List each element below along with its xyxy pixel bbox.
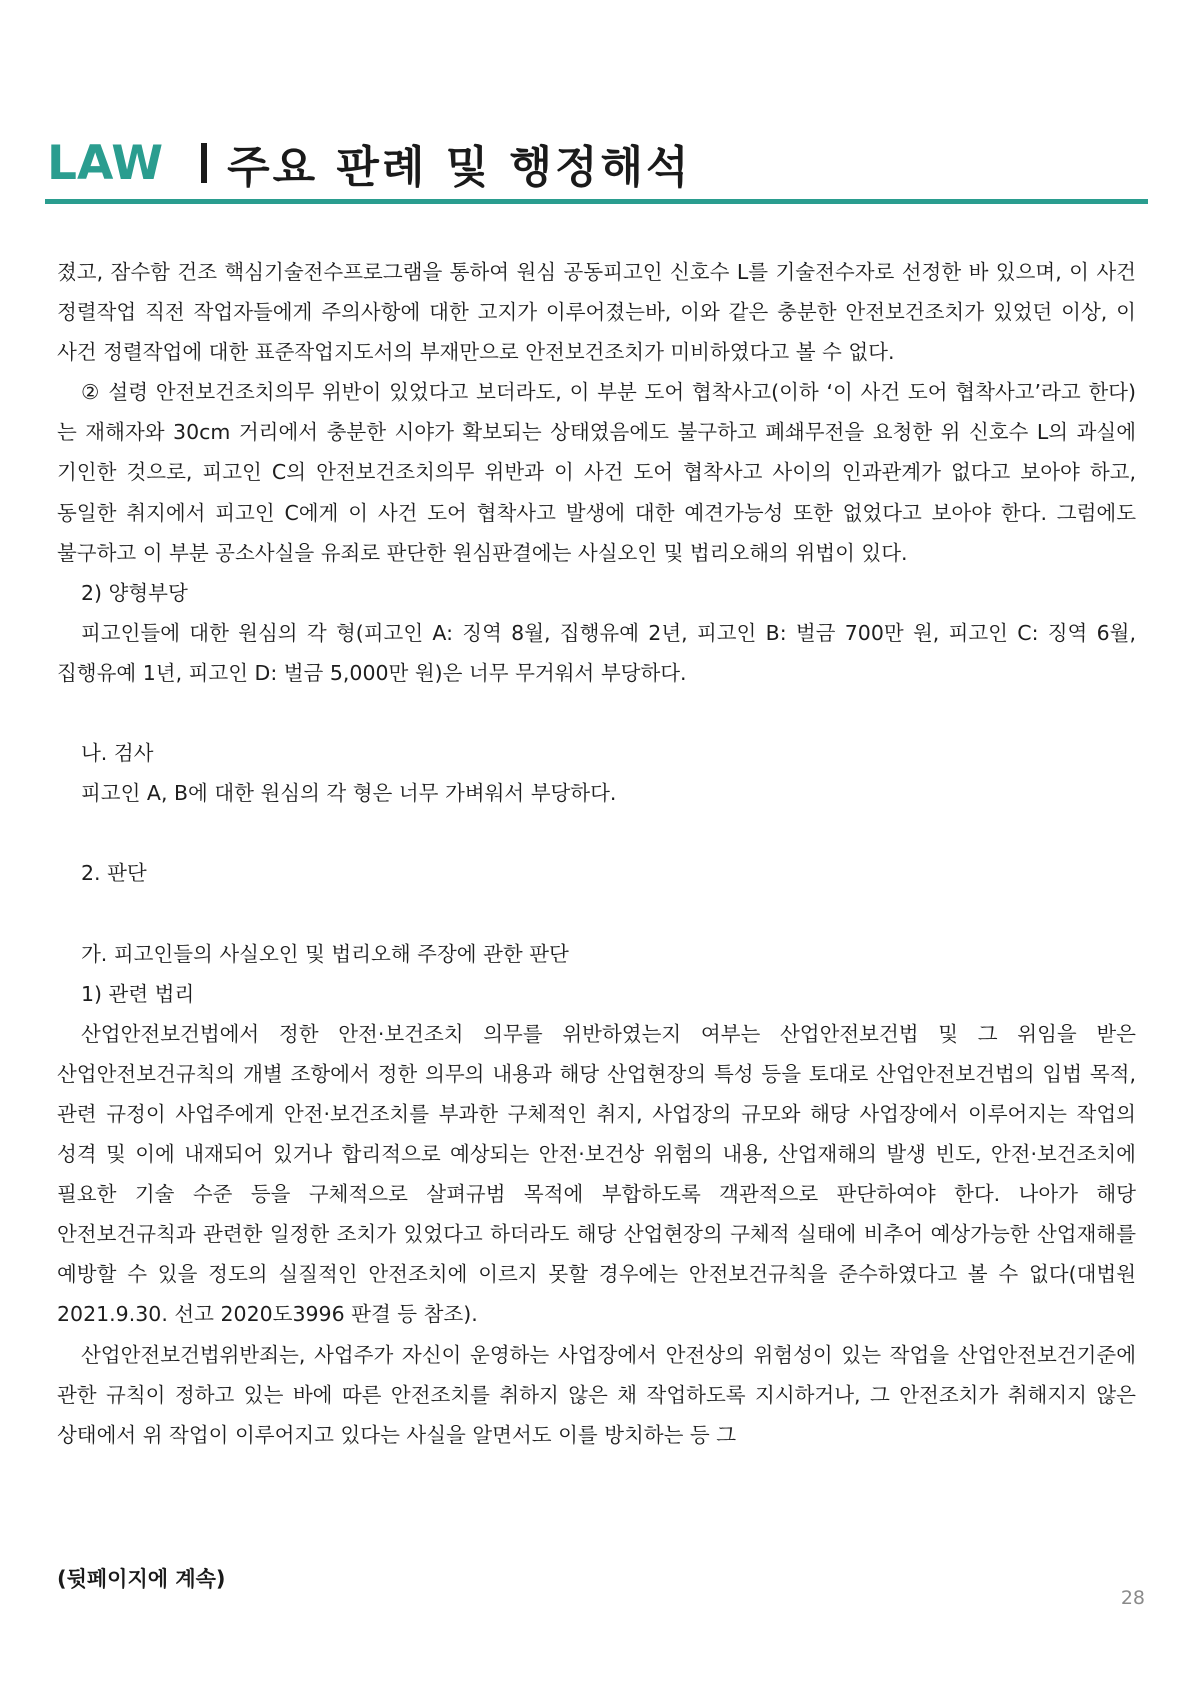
paragraph-prosecutor: 피고인 A, B에 대한 원심의 각 형은 너무 가벼워서 부당하다. [81,781,617,806]
heading-judgment: 2. 판단 [81,861,147,886]
document-body [57,252,1136,1455]
paragraph-law-2: 산업안전보건법위반죄는, 사업주가 자신이 운영하는 사업장에서 안전상의 위험성이 있는 작업을 산업안전보건기준에 관한 규칙이 정하고 있는 바에 따른 안전조치를 취하지 않은 채 작업하도록 지시하거나, 그 안전조치가 취해지지 않은 상태에서 위 작업이 이루어지고 있다는 사실을 알면서도 이를 방치하는 등 그 [57,1342,1136,1447]
spacer [57,693,1136,733]
heading-sentencing: 2) 양형부당 [81,580,188,605]
spacer [57,894,1136,934]
page-header [47,133,692,193]
paragraph-continued: 졌고, 잠수함 건조 핵심기술전수프로그램을 통하여 원심 공동피고인 신호수 L를 기술전수자로 선정한 바 있으며, 이 사건 정렬작업 직전 작업자들에게 주의사항에 대한 고지가 이루어졌는바, 이와 같은 충분한 안전보건조치가 있었던 이상, 이 사건 정렬작업에 대한 표준작업지도서의 부재만으로 안전보건조치가 미비하였다고 볼 수 없다. [57,260,1136,365]
spacer [57,813,1136,853]
page-number: 28 [1120,1587,1145,1609]
continued-note: (뒷페이지에 계속) [57,1567,226,1591]
heading-related-law: 1) 관련 법리 [81,981,195,1006]
heading-ga: 가. 피고인들의 사실오인 및 법리오해 주장에 관한 판단 [81,941,569,966]
section-label: LAW [47,135,164,191]
heading-prosecutor: 나. 검사 [81,741,154,766]
paragraph-sentencing: 피고인들에 대한 원심의 각 형(피고인 A: 징역 8월, 집행유예 2년, 피고인 B: 벌금 700만 원, 피고인 C: 징역 6월, 집행유예 1년, 피고인 D: 벌금 5,000만 원)은 너무 무거워서 부당하다. [57,620,1137,685]
header-divider [201,143,207,183]
paragraph-argument-2: ② 설령 안전보건조치의무 위반이 있었다고 보더라도, 이 부분 도어 협착사고(이하 ‘이 사건 도어 협착사고’라고 한다)는 재해자와 30cm 거리에서 충분한 시야가 확보되는 상태였음에도 불구하고 폐쇄무전을 요청한 위 신호수 L의 과실에 기인한 것으로, 피고인 C의 안전보건조치의무 위반과 이 사건 도어 협착사고 사이의 인과관계가 없다고 보아야 하고, 동일한 취지에서 피고인 C에게 이 사건 도어 협착사고 발생에 대한 예견가능성 또한 없었다고 보아야 한다. 그럼에도 불구하고 이 부분 공소사실을 유죄로 판단한 원심판결에는 사실오인 및 법리오해의 위법이 있다. [57,380,1136,565]
paragraph-law-1: 산업안전보건법에서 정한 안전·보건조치 의무를 위반하였는지 여부는 산업안전보건법 및 그 위임을 받은 산업안전보건규칙의 개별 조항에서 정한 의무의 내용과 해당 산업현장의 특성 등을 토대로 산업안전보건법의 입법 목적, 관련 규정이 사업주에게 안전·보건조치를 부과한 구체적인 취지, 사업장의 규모와 해당 사업장에서 이루어지는 작업의 성격 및 이에 내재되어 있거나 합리적으로 예상되는 안전·보건상 위험의 내용, 산업재해의 발생 빈도, 안전·보건조치에 필요한 기술 수준 등을 구체적으로 살펴규범 목적에 부합하도록 객관적으로 판단하여야 한다. 나아가 해당 안전보건규칙과 관련한 일정한 조치가 있었다고 하더라도 해당 산업현장의 구체적 실태에 비추어 예상가능한 산업재해를 예방할 수 있을 정도의 실질적인 안전조치에 이르지 못할 경우에는 안전보건규칙을 준수하였다고 볼 수 없다(대법원 2021.9.30. 선고 2020도3996 판결 등 참조). [57,1021,1136,1327]
page-title: 주요 판례 및 행정해석 [227,142,692,193]
header-rule [45,199,1148,204]
